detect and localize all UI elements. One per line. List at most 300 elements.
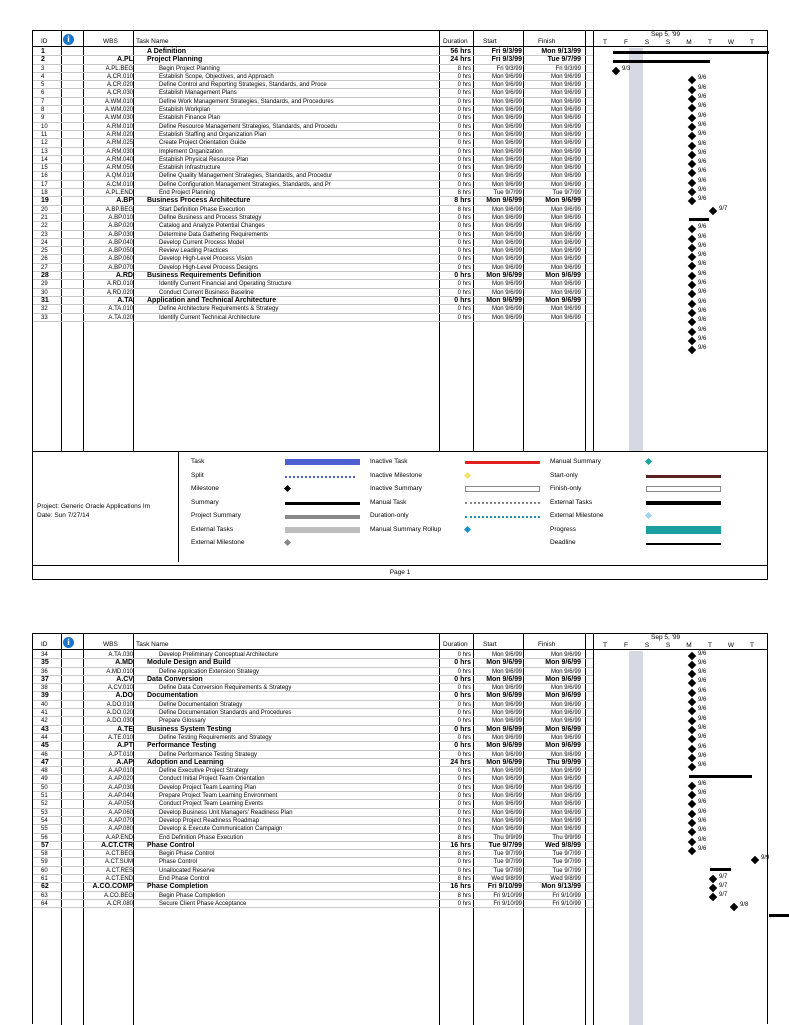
task-name: Develop Preliminary Conceptual Architecture <box>159 652 279 658</box>
legend-swatch <box>645 458 652 465</box>
milestone-marker[interactable] <box>688 253 696 261</box>
task-wbs: A.DO.020 <box>106 710 133 717</box>
task-finish: Mon 9/6/99 <box>550 123 581 130</box>
table-row[interactable] <box>33 264 593 272</box>
milestone-marker[interactable] <box>688 290 696 298</box>
task-name: Establish Management Plans <box>159 90 237 97</box>
task-name: Adoption and Learning <box>147 758 224 766</box>
task-wbs: A.CT.END <box>105 876 133 883</box>
milestone-marker[interactable] <box>688 754 696 762</box>
task-start: Mon 9/6/99 <box>491 751 522 758</box>
table-row[interactable] <box>33 726 593 734</box>
legend-swatch <box>464 471 471 478</box>
milestone-marker[interactable] <box>688 309 696 317</box>
task-name: Define Executive Project Strategy <box>159 768 249 775</box>
milestone-marker[interactable] <box>688 244 696 252</box>
task-finish: Mon 9/6/99 <box>550 668 581 675</box>
gantt-page-2 <box>32 633 768 1024</box>
table-row[interactable] <box>33 734 593 742</box>
task-start: Mon 9/6/99 <box>491 817 522 824</box>
task-start: Mon 9/6/99 <box>491 206 522 213</box>
table-row[interactable] <box>33 751 593 759</box>
milestone-marker[interactable] <box>688 670 696 678</box>
task-id: 40 <box>41 701 48 708</box>
milestone-marker[interactable] <box>688 707 696 715</box>
legend-label: Start-only <box>550 471 578 479</box>
table-row[interactable] <box>33 883 593 891</box>
task-finish: Mon 9/13/99 <box>541 48 581 55</box>
table-row[interactable] <box>33 850 593 858</box>
task-finish: Fri 9/3/99 <box>555 65 581 72</box>
task-finish: Mon 9/6/99 <box>550 248 581 255</box>
legend <box>33 451 767 561</box>
table-row[interactable] <box>33 164 593 172</box>
task-finish: Fri 9/10/99 <box>552 892 581 899</box>
table-row[interactable] <box>33 231 593 239</box>
milestone-marker[interactable] <box>688 847 696 855</box>
task-start: Mon 9/6/99 <box>491 264 522 271</box>
task-wbs: A.PL <box>117 56 133 64</box>
task-duration: 0 hrs <box>457 801 471 808</box>
task-id: 17 <box>41 181 48 188</box>
table-row[interactable] <box>33 759 593 767</box>
task-duration: 24 hrs <box>450 56 471 64</box>
table-row[interactable] <box>33 784 593 792</box>
legend-swatch <box>465 502 540 506</box>
task-duration: 0 hrs <box>457 710 471 717</box>
milestone-label: 9/6 <box>698 335 707 342</box>
task-id: 19 <box>41 197 49 205</box>
task-id: 44 <box>41 734 48 741</box>
table-row[interactable] <box>33 684 593 692</box>
milestone-marker[interactable] <box>688 837 696 845</box>
task-id: 16 <box>41 173 48 180</box>
table-row[interactable] <box>33 867 593 875</box>
task-name: Performance Testing <box>147 742 217 750</box>
table-row[interactable] <box>33 659 593 667</box>
milestone-marker[interactable] <box>688 76 696 84</box>
task-wbs: A.DO <box>115 692 133 700</box>
task-finish: Mon 9/6/99 <box>550 784 581 791</box>
task-id: 15 <box>41 165 48 172</box>
task-start: Mon 9/6/99 <box>491 223 522 230</box>
legend-label: Milestone <box>191 485 219 492</box>
milestone-marker[interactable] <box>688 763 696 771</box>
task-finish: Mon 9/6/99 <box>550 131 581 138</box>
task-finish: Mon 9/6/99 <box>550 801 581 808</box>
info-icon[interactable]: i <box>63 34 74 45</box>
milestone-label: 9/6 <box>698 845 707 852</box>
task-finish: Mon 9/6/99 <box>545 197 581 205</box>
milestone-label: 9/6 <box>698 103 707 110</box>
task-name: Start Definition Phase Execution <box>159 206 246 213</box>
summary-bar[interactable] <box>613 60 710 63</box>
task-finish: Mon 9/6/99 <box>550 734 581 741</box>
task-wbs: A.PL.BEG <box>105 65 133 72</box>
milestone-marker[interactable] <box>688 661 696 669</box>
milestone-marker[interactable] <box>709 206 717 214</box>
milestone-marker[interactable] <box>688 113 696 121</box>
task-duration: 0 hrs <box>457 231 471 238</box>
table-row[interactable] <box>33 717 593 725</box>
timescale-day: S <box>665 642 671 649</box>
task-id: 41 <box>41 710 48 717</box>
table-row[interactable] <box>33 305 593 313</box>
milestone-marker[interactable] <box>688 234 696 242</box>
table-row[interactable] <box>33 668 593 676</box>
milestone-label: 9/6 <box>698 224 707 231</box>
table-row[interactable] <box>33 222 593 230</box>
table-row[interactable] <box>33 197 593 205</box>
milestone-label: 9/6 <box>698 706 707 713</box>
task-finish: Mon 9/6/99 <box>550 652 581 658</box>
milestone-marker[interactable] <box>688 679 696 687</box>
task-id: 20 <box>41 206 48 213</box>
table-row[interactable] <box>33 239 593 247</box>
table-row[interactable] <box>33 314 593 322</box>
task-wbs: A.CO.BEG <box>103 892 133 899</box>
legend-swatch <box>465 516 540 518</box>
task-finish: Mon 9/6/99 <box>550 793 581 800</box>
task-wbs: A.AP.060 <box>108 809 133 816</box>
task-wbs: A.CR.030 <box>106 90 133 97</box>
task-finish: Mon 9/6/99 <box>550 223 581 230</box>
task-start: Mon 9/6/99 <box>491 710 522 717</box>
milestone-marker[interactable] <box>751 856 759 864</box>
task-finish: Mon 9/6/99 <box>550 314 581 321</box>
task-start: Mon 9/6/99 <box>491 148 522 155</box>
task-name: Develop & Execute Communication Campaign <box>159 826 283 833</box>
milestone-marker[interactable] <box>688 141 696 149</box>
task-finish: Thu 9/9/99 <box>546 758 581 766</box>
task-start: Tue 9/7/99 <box>493 190 522 197</box>
milestone-marker[interactable] <box>688 188 696 196</box>
task-name: Identify Current Technical Architecture <box>159 314 260 321</box>
milestone-marker[interactable] <box>688 726 696 734</box>
milestone-marker[interactable] <box>688 781 696 789</box>
task-name: Conduct Initial Project Team Orientation <box>159 776 265 783</box>
task-id: 2 <box>41 56 45 64</box>
table-row[interactable] <box>33 247 593 255</box>
milestone-marker[interactable] <box>709 874 717 882</box>
legend-label: External Milestone <box>550 512 604 519</box>
table-row[interactable] <box>33 289 593 297</box>
table-row[interactable] <box>33 48 593 56</box>
task-start: Mon 9/6/99 <box>491 123 522 130</box>
task-duration: 8 hrs <box>457 190 471 197</box>
task-duration: 0 hrs <box>457 668 471 675</box>
table-row[interactable] <box>33 255 593 263</box>
table-row[interactable] <box>33 131 593 139</box>
table-row[interactable] <box>33 123 593 131</box>
task-start: Mon 9/6/99 <box>486 742 522 750</box>
milestone-marker[interactable] <box>688 95 696 103</box>
milestone-label: 9/6 <box>698 836 707 843</box>
milestone-label: 9/6 <box>698 762 707 769</box>
task-duration: 0 hrs <box>457 140 471 147</box>
task-start: Mon 9/6/99 <box>486 197 522 205</box>
table-row[interactable] <box>33 114 593 122</box>
milestone-label: 9/6 <box>698 659 707 666</box>
task-name: Phase Completion <box>147 883 209 891</box>
task-id: 10 <box>41 123 48 130</box>
table-row[interactable] <box>33 172 593 180</box>
table-row[interactable] <box>33 767 593 775</box>
table-row[interactable] <box>33 792 593 800</box>
task-wbs: A.AP.010 <box>108 768 133 775</box>
task-duration: 0 hrs <box>457 82 471 89</box>
milestone-marker[interactable] <box>612 67 620 75</box>
task-id: 62 <box>41 883 49 891</box>
milestone-label: 9/6 <box>698 233 707 240</box>
milestone-marker[interactable] <box>688 809 696 817</box>
table-row[interactable] <box>33 181 593 189</box>
task-id: 36 <box>41 668 48 675</box>
table-row[interactable] <box>33 676 593 684</box>
task-finish: Mon 9/6/99 <box>545 675 581 683</box>
task-finish: Mon 9/6/99 <box>550 156 581 163</box>
task-id: 12 <box>41 140 48 147</box>
legend-swatch <box>284 539 291 546</box>
task-id: 48 <box>41 768 48 775</box>
milestone-label: 9/6 <box>698 743 707 750</box>
task-start: Mon 9/6/99 <box>491 214 522 221</box>
task-id: 26 <box>41 256 48 263</box>
task-wbs: A.RD.010 <box>106 281 133 288</box>
milestone-marker[interactable] <box>688 151 696 159</box>
table-row[interactable] <box>33 875 593 883</box>
milestone-marker[interactable] <box>688 85 696 93</box>
timescale-week: Sep 5, '99 <box>651 634 681 641</box>
milestone-marker[interactable] <box>709 893 717 901</box>
milestone-marker[interactable] <box>688 178 696 186</box>
task-finish: Mon 9/6/99 <box>550 239 581 246</box>
summary-bar[interactable] <box>689 775 752 778</box>
table-row[interactable] <box>33 742 593 750</box>
milestone-marker[interactable] <box>688 197 696 205</box>
table-row[interactable] <box>33 65 593 73</box>
task-wbs: A.BP.050 <box>108 248 133 255</box>
milestone-label: 9/6 <box>698 149 707 156</box>
task-table <box>33 48 593 322</box>
milestone-marker[interactable] <box>688 716 696 724</box>
milestone-marker[interactable] <box>688 346 696 354</box>
table-row[interactable] <box>33 98 593 106</box>
task-name: Project Planning <box>147 56 203 64</box>
task-finish: Mon 9/6/99 <box>550 107 581 114</box>
milestone-marker[interactable] <box>688 271 696 279</box>
milestone-marker[interactable] <box>688 132 696 140</box>
milestone-label: 9/6 <box>698 140 707 147</box>
task-finish: Tue 9/7/99 <box>552 190 581 197</box>
milestone-marker[interactable] <box>688 299 696 307</box>
milestone-marker[interactable] <box>688 104 696 112</box>
task-start: Mon 9/6/99 <box>491 306 522 313</box>
table-row[interactable] <box>33 900 593 908</box>
table-row[interactable] <box>33 858 593 866</box>
legend-date: Date: Sun 7/27/14 <box>37 512 90 519</box>
task-start: Mon 9/6/99 <box>491 156 522 163</box>
milestone-label: 9/6 <box>698 270 707 277</box>
task-name: Prepare Project Team Learning Environment <box>159 793 278 800</box>
table-row[interactable] <box>33 206 593 214</box>
task-duration: 0 hrs <box>457 718 471 725</box>
table-row[interactable] <box>33 297 593 305</box>
task-duration: 8 hrs <box>454 197 471 205</box>
legend-swatch <box>285 459 360 465</box>
task-start: Mon 9/6/99 <box>491 281 522 288</box>
task-start: Tue 9/7/99 <box>488 841 522 849</box>
task-id: 60 <box>41 867 48 874</box>
task-start: Fri 9/10/99 <box>487 883 522 891</box>
task-wbs: A.TA.030 <box>108 652 133 658</box>
milestone-marker[interactable] <box>688 160 696 168</box>
milestone-marker[interactable] <box>688 819 696 827</box>
task-wbs: A.RM.030 <box>106 148 133 155</box>
milestone-marker[interactable] <box>688 744 696 752</box>
table-row[interactable] <box>33 651 593 659</box>
table-row[interactable] <box>33 214 593 222</box>
milestone-marker[interactable] <box>688 262 696 270</box>
milestone-label: 9/6 <box>698 252 707 259</box>
task-id: 49 <box>41 776 48 783</box>
summary-bar[interactable] <box>710 868 731 871</box>
task-id: 8 <box>41 107 45 114</box>
task-name: Identify Current Financial and Operating Structure <box>159 281 292 288</box>
task-start: Tue 9/7/99 <box>493 867 522 874</box>
table-row[interactable] <box>33 139 593 147</box>
table-row[interactable] <box>33 709 593 717</box>
task-id: 58 <box>41 851 48 858</box>
milestone-marker[interactable] <box>688 828 696 836</box>
task-name: Unallocated Reserve <box>159 867 215 874</box>
milestone-label: 9/6 <box>698 827 707 834</box>
table-row[interactable] <box>33 834 593 842</box>
milestone-marker[interactable] <box>688 337 696 345</box>
table-row[interactable] <box>33 81 593 89</box>
task-wbs: A.AP.030 <box>108 784 133 791</box>
task-wbs: A.CT.SUM <box>104 859 133 866</box>
table-row[interactable] <box>33 825 593 833</box>
table-row[interactable] <box>33 892 593 900</box>
table-row[interactable] <box>33 701 593 709</box>
milestone-marker[interactable] <box>688 698 696 706</box>
task-name: Develop Project Team Learning Plan <box>159 784 257 791</box>
task-wbs: A.TE <box>117 725 133 733</box>
milestone-marker[interactable] <box>709 884 717 892</box>
table-row[interactable] <box>33 189 593 197</box>
task-name: Phase Control <box>147 841 195 849</box>
legend-swatch <box>285 502 360 505</box>
milestone-marker[interactable] <box>730 902 738 910</box>
task-name: Establish Infrastructure <box>159 165 221 172</box>
task-wbs: A.BP <box>116 197 133 205</box>
task-id: 55 <box>41 826 48 833</box>
task-wbs: A.CR.010 <box>106 73 133 80</box>
task-start: Fri 9/3/99 <box>496 65 522 72</box>
task-name: Determine Data Gathering Requirements <box>159 231 269 238</box>
task-finish: Mon 9/6/99 <box>550 115 581 122</box>
page-number: Page 1 <box>33 565 767 579</box>
task-start: Mon 9/6/99 <box>486 296 522 304</box>
task-wbs: A.CT.CTR <box>101 841 133 849</box>
task-finish: Mon 9/6/99 <box>550 206 581 213</box>
legend-label: External Tasks <box>550 498 593 506</box>
milestone-marker[interactable] <box>688 735 696 743</box>
milestone-marker[interactable] <box>688 327 696 335</box>
table-row[interactable] <box>33 775 593 783</box>
milestone-marker[interactable] <box>688 318 696 326</box>
summary-bar[interactable] <box>769 914 789 917</box>
table-row[interactable] <box>33 148 593 156</box>
task-name: Define Application Extension Strategy <box>159 668 260 675</box>
task-finish: Mon 9/6/99 <box>550 817 581 824</box>
milestone-marker[interactable] <box>688 688 696 696</box>
table-row[interactable] <box>33 842 593 850</box>
table-row[interactable] <box>33 800 593 808</box>
task-id: 27 <box>41 264 48 271</box>
legend-label: External Tasks <box>191 525 234 533</box>
timescale-day: S <box>644 39 650 46</box>
milestone-marker[interactable] <box>688 800 696 808</box>
milestone-marker[interactable] <box>688 791 696 799</box>
table-row[interactable] <box>33 106 593 114</box>
milestone-label: 9/7 <box>719 873 728 880</box>
table-row[interactable] <box>33 809 593 817</box>
milestone-label: 9/6 <box>698 121 707 128</box>
milestone-marker[interactable] <box>688 281 696 289</box>
table-row[interactable] <box>33 280 593 288</box>
task-wbs: A.AP.070 <box>108 817 133 824</box>
table-row[interactable] <box>33 817 593 825</box>
task-finish: Mon 9/6/99 <box>550 140 581 147</box>
header-duration: Duration <box>443 641 468 648</box>
milestone-label: 9/6 <box>698 326 707 333</box>
task-duration: 0 hrs <box>457 281 471 288</box>
table-row[interactable] <box>33 56 593 64</box>
task-finish: Tue 9/7/99 <box>552 851 581 858</box>
summary-bar[interactable] <box>689 218 709 221</box>
table-row[interactable] <box>33 73 593 81</box>
task-duration: 0 hrs <box>457 73 471 80</box>
table-row[interactable] <box>33 156 593 164</box>
info-icon[interactable]: i <box>63 637 74 648</box>
task-finish: Mon 9/6/99 <box>550 751 581 758</box>
task-start: Mon 9/6/99 <box>491 173 522 180</box>
milestone-marker[interactable] <box>688 651 696 659</box>
task-duration: 0 hrs <box>457 314 471 321</box>
table-row[interactable] <box>33 692 593 700</box>
task-id: 43 <box>41 725 49 733</box>
table-row[interactable] <box>33 272 593 280</box>
task-name: Conduct Current Business Baseline <box>159 289 254 296</box>
milestone-marker[interactable] <box>688 225 696 233</box>
task-start: Mon 9/6/99 <box>491 685 522 692</box>
task-name: Define Documentation Standards and Procedures <box>159 710 292 717</box>
task-duration: 0 hrs <box>457 173 471 180</box>
summary-bar[interactable] <box>613 51 769 54</box>
task-id: 28 <box>41 272 49 280</box>
milestone-marker[interactable] <box>688 169 696 177</box>
milestone-label: 9/7 <box>719 883 728 889</box>
task-wbs: A.AP.050 <box>108 801 133 808</box>
task-start: Mon 9/6/99 <box>491 701 522 708</box>
task-start: Fri 9/3/99 <box>491 56 522 64</box>
task-finish: Fri 9/10/99 <box>552 900 581 907</box>
table-row[interactable] <box>33 89 593 97</box>
header-finish: Finish <box>538 38 556 45</box>
milestone-marker[interactable] <box>688 123 696 131</box>
